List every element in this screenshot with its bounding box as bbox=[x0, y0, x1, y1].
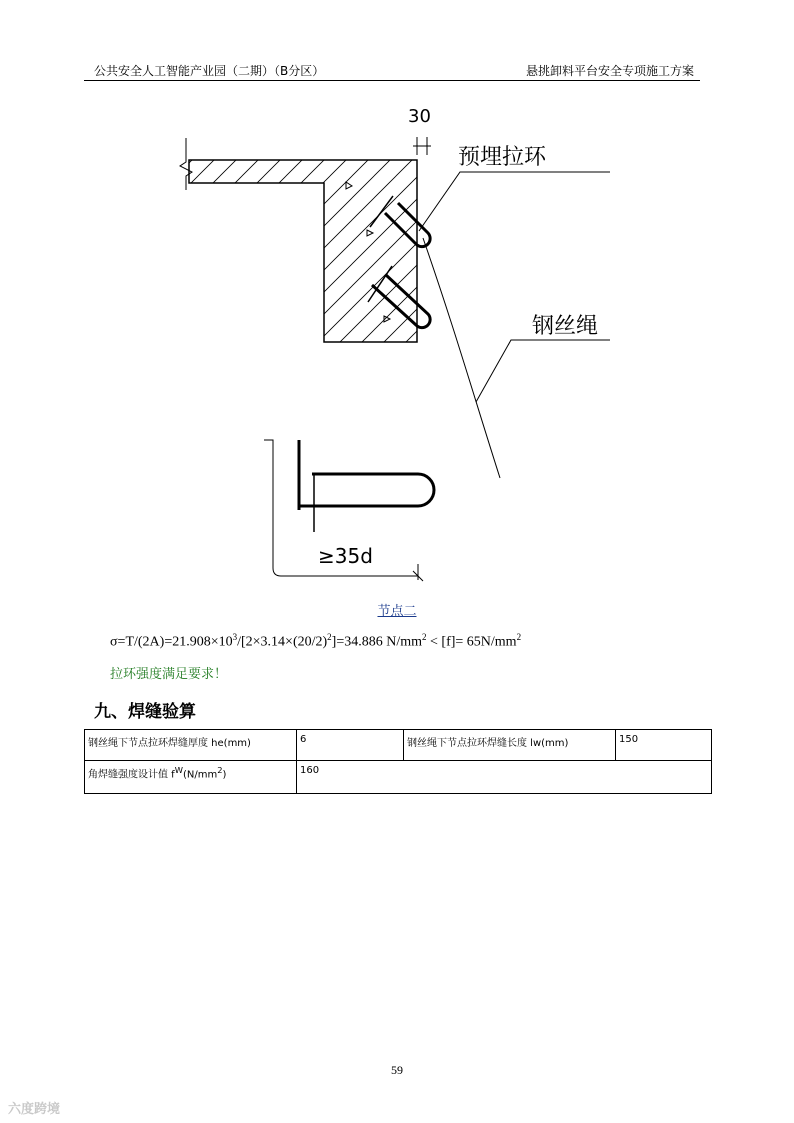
header-project-title: 公共安全人工智能产业园（二期）（B分区） bbox=[94, 64, 325, 78]
rope-leader-line bbox=[476, 340, 610, 402]
label-35d: ≥35d bbox=[318, 544, 373, 568]
table-row bbox=[85, 761, 712, 794]
table-cell-label: 角焊缝强度设计值 $f^W(N/mm^2)$ bbox=[85, 761, 297, 794]
dimension-30-label: 30 bbox=[408, 106, 431, 127]
table-row bbox=[85, 730, 712, 761]
ring-detail bbox=[264, 440, 434, 581]
label-wire-rope: 钢丝绳 bbox=[532, 314, 599, 339]
figure-caption bbox=[0, 600, 794, 619]
page-number: 59 bbox=[391, 1063, 403, 1077]
label-embedded-ring: 预埋拉环 bbox=[458, 145, 547, 170]
watermark-logo: 六度跨境 bbox=[8, 1102, 61, 1117]
concrete-slab-section bbox=[189, 160, 417, 342]
weld-parameter-table bbox=[84, 729, 712, 794]
section-heading: 九、焊缝验算 bbox=[94, 702, 196, 722]
conclusion-text: 拉环强度满足要求！ bbox=[110, 667, 228, 682]
table-cell-value: 160 bbox=[297, 761, 712, 794]
table-cell-label: 钢丝绳下节点拉环焊缝长度 lw(mm) bbox=[404, 730, 616, 761]
ring-leader-line bbox=[419, 172, 610, 231]
stress-formula: $\sigma=T/(2A)=21.908\times 10^3/[2\times 3.14\times(20/2)^2]=34.886$ $N/mm^2 < [f]= 65N/mm^2$ bbox=[110, 632, 522, 650]
header-document-title: 悬挑卸料平台安全专项施工方案 bbox=[525, 64, 694, 78]
wire-rope bbox=[423, 238, 500, 478]
table-cell-value: 150 bbox=[616, 730, 712, 761]
table-cell-value: 6 bbox=[297, 730, 404, 761]
caption-text: 节点二 bbox=[377, 604, 417, 619]
table-cell-label: 钢丝绳下节点拉环焊缝厚度 he(mm) bbox=[85, 730, 297, 761]
